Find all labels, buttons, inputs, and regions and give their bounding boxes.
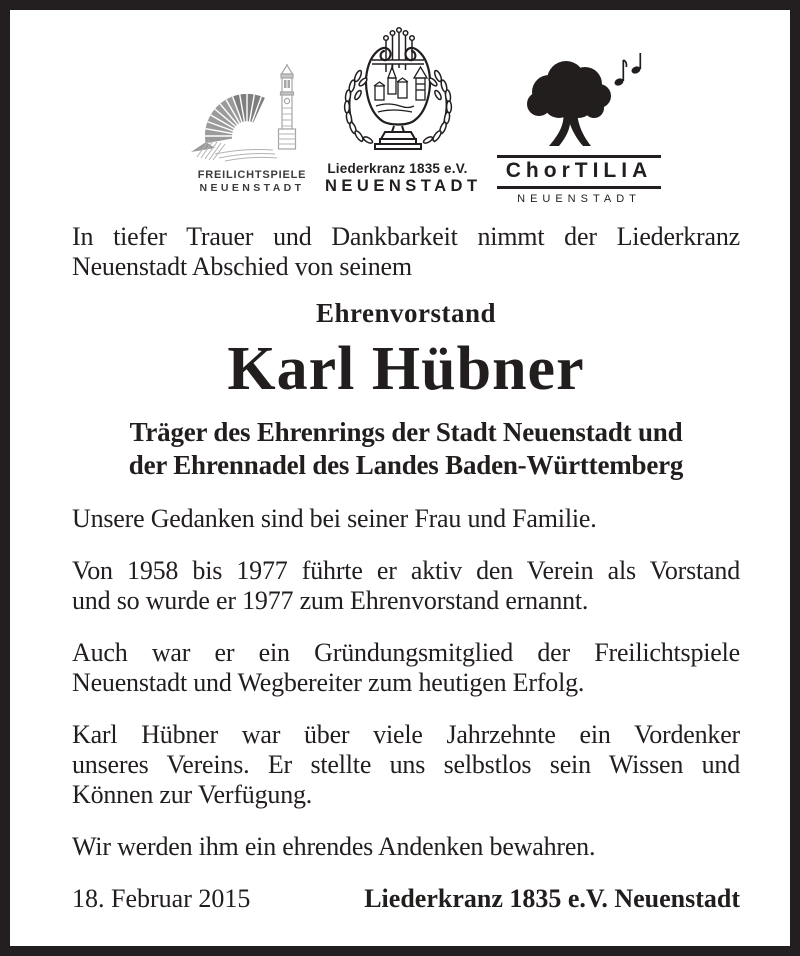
notice-paragraph bbox=[72, 720, 740, 810]
notice-paragraph bbox=[72, 504, 740, 534]
date-text: 18. Februar 2015 bbox=[72, 884, 251, 913]
paragraph-line: und so wurde er 1977 zum Ehrenvorstand ernannt. bbox=[72, 586, 589, 615]
honors-line: Träger des Ehrenrings der Stadt Neuenstadt und bbox=[129, 417, 683, 447]
closing-paragraph bbox=[72, 832, 740, 862]
chortilia-logo-city: NEUENSTADT bbox=[517, 193, 641, 205]
liederkranz-logo-city: NEUENSTADT bbox=[325, 177, 482, 195]
notice-text bbox=[72, 222, 740, 914]
paragraph-line: Neuenstadt und Wegbereiter zum heutigen Erfolg. bbox=[72, 668, 585, 697]
honors-line: der Ehrennadel des Landes Baden-Württemberg bbox=[128, 450, 684, 480]
paragraph-line: Auch war er ein Gründungsmitglied der Freilichtspiele bbox=[72, 638, 740, 667]
intro-line: Neuenstadt Abschied von seinem bbox=[72, 252, 412, 281]
notice-paragraph bbox=[72, 556, 740, 616]
freilichtspiele-logo-city: NEUENSTADT bbox=[199, 182, 305, 194]
paragraph-line: Karl Hübner war über viele Jahrzehnte ein Vordenker bbox=[72, 720, 740, 749]
paragraph-line: Unsere Gedanken sind bei seiner Frau und Familie. bbox=[72, 504, 597, 533]
role-heading: Ehrenvorstand bbox=[315, 298, 497, 328]
obituary-notice bbox=[10, 10, 790, 946]
paragraph-line: Können zur Verfügung. bbox=[72, 780, 313, 809]
paragraph-line: Von 1958 bis 1977 führte er aktiv den Verein als Vorstand bbox=[72, 556, 740, 585]
linden-tree-music-notes-icon bbox=[499, 137, 659, 154]
freilichtspiele-logo-name: FREILICHTSPIELE bbox=[197, 169, 307, 181]
logo-freilichtspiele bbox=[182, 62, 322, 194]
lyre-laurel-icon bbox=[328, 141, 468, 158]
deceased-name: Karl Hübner bbox=[227, 335, 585, 403]
logo-chortilia bbox=[497, 52, 661, 205]
signature-text: Liederkranz 1835 e.V. Neuenstadt bbox=[364, 884, 740, 913]
paragraph-line: Wir werden ihm ein ehrendes Andenken bewahren. bbox=[72, 832, 596, 861]
honors-paragraph bbox=[72, 416, 740, 482]
logo-liederkranz bbox=[325, 22, 482, 196]
freilichtspiele-amphitheatre-tower-icon bbox=[185, 149, 320, 166]
notice-footer bbox=[72, 884, 740, 914]
notice-paragraph bbox=[72, 638, 740, 698]
intro-line: In tiefer Trauer und Dankbarkeit nimmt der Liederkranz bbox=[72, 222, 740, 251]
liederkranz-logo-name: Liederkranz 1835 e.V. bbox=[327, 161, 468, 176]
intro-paragraph bbox=[72, 222, 740, 282]
chortilia-logo-name: ChorTILIA bbox=[497, 155, 661, 189]
paragraph-line: unseres Vereins. Er stellte uns selbstlos sein Wissen und bbox=[72, 750, 740, 779]
